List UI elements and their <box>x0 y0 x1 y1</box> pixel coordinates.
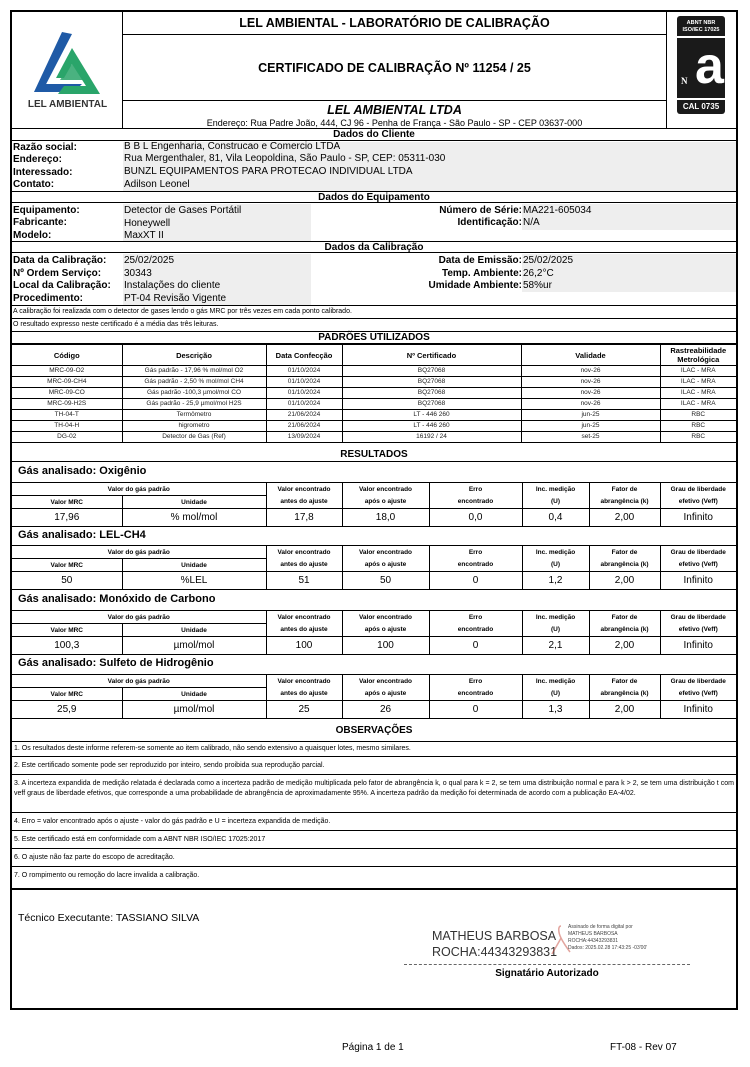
calibration-value: 25/02/2025 <box>124 255 175 266</box>
column-header: Rastreabilidade Metrológica <box>660 345 736 366</box>
cell-coverage-factor: 2,00 <box>589 637 660 655</box>
cell-traceability: ILAC - MRA <box>660 377 736 388</box>
client-label: Razão social: <box>13 142 77 153</box>
header-veff-sub: efetivo (Veff) <box>660 624 736 637</box>
cell-traceability: RBC <box>660 410 736 421</box>
lab-title: LEL AMBIENTAL - LABORATÓRIO DE CALIBRAÇÃO <box>123 12 666 35</box>
cell-description: Termômetro <box>122 410 266 421</box>
section-results-title: RESULTADOS <box>12 448 736 462</box>
cell-validity: jun-25 <box>521 410 660 421</box>
observation-item: 2. Este certificado somente pode ser reproduzido por inteiro, sendo proibida sua reprodução parcial. <box>12 757 736 775</box>
header-veff: Grau de liberdade <box>660 483 736 496</box>
logo-cell <box>12 12 123 129</box>
header-veff-sub: efetivo (Veff) <box>660 496 736 509</box>
header-error-sub: encontrado <box>429 688 522 701</box>
cell-code: MRC-09-O2 <box>12 366 122 377</box>
technician: Técnico Executante: TASSIANO SILVA <box>18 912 200 924</box>
header-coverage-factor: Fator de <box>589 611 660 624</box>
cell-description: Gás padrão - 17,96 % mol/mol O2 <box>122 366 266 377</box>
header-coverage-factor: Fator de <box>589 483 660 496</box>
certificate-page <box>10 10 738 1010</box>
signature-line <box>404 964 690 965</box>
cell-date: 01/10/2024 <box>266 366 342 377</box>
header-uncertainty: Inc. medição <box>522 546 589 559</box>
company-name: LEL AMBIENTAL LTDA <box>327 103 462 117</box>
badge-standard-line1: ABNT NBR <box>686 20 716 26</box>
cell-validity: set-25 <box>521 432 660 443</box>
header-after: Valor encontrado <box>342 675 429 688</box>
header-before: Valor encontrado <box>266 546 342 559</box>
column-header: Data Confecção <box>266 345 342 366</box>
observation-item: 7. O rompimento ou remoção do lacre invalida a calibração. <box>14 872 200 879</box>
cell-coverage-factor: 2,00 <box>589 701 660 719</box>
header-error-sub: encontrado <box>429 624 522 637</box>
company-address: Endereço: Rua Padre João, 444, CJ 96 - Penha de França - São Paulo - SP - CEP 03637-000 <box>206 118 583 128</box>
digital-signature-line: Dados: 2025.02.28 17:43:25 -03'00' <box>568 945 648 951</box>
cell-traceability: ILAC - MRA <box>660 399 736 410</box>
cell-veff: Infinito <box>660 509 736 527</box>
standards-header-row <box>12 345 736 366</box>
cell-coverage-factor: 2,00 <box>589 509 660 527</box>
cell-code: MRC-09-CO <box>12 388 122 399</box>
cell-before: 17,8 <box>266 509 342 527</box>
client-label: Interessado: <box>13 167 73 178</box>
header-error-sub: encontrado <box>429 559 522 572</box>
observation-item: 6. O ajuste não faz parte do escopo de acreditação. <box>12 849 736 867</box>
calibration-label: Temp. Ambiente: <box>441 268 522 279</box>
lel-ambiental-logo-icon <box>12 12 123 102</box>
table-row <box>12 410 736 421</box>
header-coverage-factor-sub: abrangência (k) <box>589 688 660 701</box>
cell-unit: µmol/mol <box>122 637 266 655</box>
cell-after: 26 <box>342 701 429 719</box>
observations-list <box>12 743 736 889</box>
header-unit: Unidade <box>122 688 266 701</box>
cell-uncertainty: 1,3 <box>522 701 589 719</box>
cell-description: Gás padrão - 2,50 % mol/mol CH4 <box>122 377 266 388</box>
header-coverage-factor: Fator de <box>589 546 660 559</box>
gas-title: Gás analisado: Monóxido de Carbono <box>18 593 216 605</box>
equipment-value: MaxXT II <box>124 230 164 241</box>
equipment-value: Detector de Gases Portátil <box>124 205 242 216</box>
gas-title: Gás analisado: Sulfeto de Hidrogênio <box>18 657 214 669</box>
cell-description: Detector de Gas (Ref) <box>122 432 266 443</box>
cell-certificate: 16192 / 24 <box>342 432 521 443</box>
cell-before: 25 <box>266 701 342 719</box>
table-row <box>12 399 736 410</box>
results-row <box>12 637 736 655</box>
cell-error: 0 <box>429 637 522 655</box>
calibration-label: Data da Calibração: <box>13 255 107 266</box>
client-label: Endereço: <box>13 154 62 165</box>
header-uncertainty-sub: (U) <box>522 624 589 637</box>
certificate-header <box>12 12 736 129</box>
section-calibration-title: Dados da Calibração <box>12 241 736 253</box>
cell-uncertainty: 0,4 <box>522 509 589 527</box>
header-after: Valor encontrado <box>342 483 429 496</box>
cell-certificate: LT - 446 260 <box>342 421 521 432</box>
table-row <box>12 366 736 377</box>
cell-coverage-factor: 2,00 <box>589 572 660 590</box>
header-coverage-factor-sub: abrangência (k) <box>589 496 660 509</box>
calibration-value: Instalações do cliente <box>124 280 221 291</box>
cell-validity: nov-26 <box>521 388 660 399</box>
column-header: Código <box>12 345 122 366</box>
badge-letter: a <box>695 37 724 95</box>
equipment-value: MA221-605034 <box>523 205 592 216</box>
cell-error: 0 <box>429 701 522 719</box>
cell-after: 100 <box>342 637 429 655</box>
cell-mrc: 17,96 <box>12 509 122 527</box>
calibration-value: 30343 <box>124 268 152 279</box>
cell-error: 0 <box>429 572 522 590</box>
header-after: Valor encontrado <box>342 546 429 559</box>
cell-date: 01/10/2024 <box>266 388 342 399</box>
form-revision: FT-08 - Rev 07 <box>610 1042 677 1053</box>
header-mrc: Valor MRC <box>12 624 122 637</box>
cell-validity: nov-26 <box>521 377 660 388</box>
client-value: BUNZL EQUIPAMENTOS PARA PROTECAO INDIVIDUAL LTDA <box>124 166 413 177</box>
signer-name <box>432 928 557 960</box>
calibration-note: O resultado expresso neste certificado é a média das três leituras. <box>12 319 736 332</box>
cell-certificate: BQ27068 <box>342 377 521 388</box>
header-unit: Unidade <box>122 559 266 572</box>
accreditation-badge-icon <box>677 16 725 114</box>
results-table-carbon-monoxide <box>12 610 736 655</box>
signer-name-line2: ROCHA:44343293831 <box>432 945 558 959</box>
table-row <box>12 377 736 388</box>
header-uncertainty: Inc. medição <box>522 611 589 624</box>
section-standards-title: PADRÕES UTILIZADOS <box>12 332 736 344</box>
section-equipment-title: Dados do Equipamento <box>12 191 736 203</box>
client-value: B B L Engenharia, Construcao e Comercio LTDA <box>124 141 341 152</box>
cell-traceability: RBC <box>660 421 736 432</box>
digital-signature-info <box>568 924 647 952</box>
calibration-value: PT-04 Revisão Vigente <box>124 293 227 304</box>
cell-certificate: LT - 446 260 <box>342 410 521 421</box>
header-before: Valor encontrado <box>266 611 342 624</box>
cell-validity: jun-25 <box>521 421 660 432</box>
header-coverage-factor-sub: abrangência (k) <box>589 559 660 572</box>
header-veff-sub: efetivo (Veff) <box>660 559 736 572</box>
header-after-sub: após o ajuste <box>342 624 429 637</box>
cell-veff: Infinito <box>660 637 736 655</box>
cell-certificate: BQ27068 <box>342 399 521 410</box>
header-gas-standard: Valor do gás padrão <box>12 546 266 559</box>
results-table-oxygen <box>12 482 736 527</box>
cell-before: 51 <box>266 572 342 590</box>
header-uncertainty-sub: (U) <box>522 496 589 509</box>
header-gas-standard: Valor do gás padrão <box>12 675 266 688</box>
header-after-sub: após o ajuste <box>342 688 429 701</box>
header-unit: Unidade <box>122 496 266 509</box>
section-observations-title: OBSERVAÇÕES <box>12 718 736 742</box>
cell-error: 0,0 <box>429 509 522 527</box>
cell-unit: µmol/mol <box>122 701 266 719</box>
header-before-sub: antes do ajuste <box>266 496 342 509</box>
badge-code: CAL 0735 <box>677 98 725 114</box>
header-uncertainty-sub: (U) <box>522 559 589 572</box>
cell-traceability: ILAC - MRA <box>660 366 736 377</box>
calibration-label: Umidade Ambiente: <box>428 280 522 291</box>
cell-before: 100 <box>266 637 342 655</box>
cell-code: MRC-09-CH4 <box>12 377 122 388</box>
equipment-label: Número de Série: <box>439 205 522 216</box>
cell-veff: Infinito <box>660 701 736 719</box>
header-titles <box>123 12 667 129</box>
equipment-value: Honeywell <box>124 218 171 229</box>
header-gas-standard: Valor do gás padrão <box>12 483 266 496</box>
results-row <box>12 509 736 527</box>
header-veff-sub: efetivo (Veff) <box>660 688 736 701</box>
calibration-value: 58%ur <box>523 280 552 291</box>
header-after: Valor encontrado <box>342 611 429 624</box>
page-number: Página 1 de 1 <box>342 1042 404 1053</box>
equipment-label: Identificação: <box>457 217 522 228</box>
cell-mrc: 50 <box>12 572 122 590</box>
cell-code: TH-04-H <box>12 421 122 432</box>
signature-area <box>12 889 736 1010</box>
header-before: Valor encontrado <box>266 675 342 688</box>
results-row <box>12 701 736 719</box>
digital-signature-line: ROCHA:44343293831 <box>568 938 619 944</box>
cell-traceability: ILAC - MRA <box>660 388 736 399</box>
cell-certificate: BQ27068 <box>342 366 521 377</box>
client-value: Adilson Leonel <box>124 179 190 190</box>
badge-mark: N <box>681 76 688 86</box>
cell-uncertainty: 1,2 <box>522 572 589 590</box>
client-label: Contato: <box>13 179 55 190</box>
calibration-value: 25/02/2025 <box>523 255 574 266</box>
column-header: Nº Certificado <box>342 345 521 366</box>
header-veff: Grau de liberdade <box>660 546 736 559</box>
cell-unit: %LEL <box>122 572 266 590</box>
cell-description: Gás padrão - 25,9 µmol/mol H2S <box>122 399 266 410</box>
header-error: Erro <box>429 675 522 688</box>
column-header: Descrição <box>122 345 266 366</box>
calibration-note: A calibração foi realizada com o detector de gases lendo o gás MRC por três vezes em cada ponto calibrado. <box>12 305 736 319</box>
cell-traceability: RBC <box>660 432 736 443</box>
cell-date: 13/09/2024 <box>266 432 342 443</box>
header-mrc: Valor MRC <box>12 688 122 701</box>
header-before-sub: antes do ajuste <box>266 688 342 701</box>
calibration-label: Nº Ordem Serviço: <box>13 268 102 279</box>
gas-title: Gás analisado: LEL-CH4 <box>18 529 146 541</box>
table-row <box>12 432 736 443</box>
header-error-sub: encontrado <box>429 496 522 509</box>
header-error: Erro <box>429 611 522 624</box>
header-unit: Unidade <box>122 624 266 637</box>
cell-validity: nov-26 <box>521 399 660 410</box>
signatory-role: Signatário Autorizado <box>495 968 599 979</box>
equipment-label: Equipamento: <box>13 205 80 216</box>
table-row <box>12 388 736 399</box>
header-uncertainty-sub: (U) <box>522 688 589 701</box>
observation-item: 3. A incerteza expandida de medição relatada é declarada como a incerteza padrão de medição multiplicada pelo fator de abrangência k, o qual para k = 2, se tem uma distribuição normal e para k > 2, se tem uma distribuição t com veff graus de liberdade efetivos, que corresponde a uma probabilidade de abrangência de aproximadamente 95%. A incerteza padrão da medição foi determinada de acordo com a publicação EA-4/02. <box>12 775 736 813</box>
cell-validity: nov-26 <box>521 366 660 377</box>
digital-signature-line: Assinado de forma digital por <box>568 924 633 930</box>
header-gas-standard: Valor do gás padrão <box>12 611 266 624</box>
cell-date: 21/06/2024 <box>266 410 342 421</box>
client-value: Rua Mergenthaler, 81, Vila Leopoldina, São Paulo - SP, CEP: 05311-030 <box>124 153 446 164</box>
signer-name-line1: MATHEUS BARBOSA <box>432 929 557 943</box>
digital-signature-line: MATHEUS BARBOSA <box>568 931 618 937</box>
header-mrc: Valor MRC <box>12 496 122 509</box>
cell-date: 01/10/2024 <box>266 399 342 410</box>
observation-item: 1. Os resultados deste informe referem-se somente ao item calibrado, não sendo extensivo a quaisquer lotes, mesmo similares. <box>12 743 736 757</box>
cell-code: TH-04-T <box>12 410 122 421</box>
badge-standard-line2: ISO/IEC 17025 <box>682 27 720 33</box>
header-error: Erro <box>429 546 522 559</box>
header-mrc: Valor MRC <box>12 559 122 572</box>
header-after-sub: após o ajuste <box>342 559 429 572</box>
header-veff: Grau de liberdade <box>660 611 736 624</box>
logo-text: LEL AMBIENTAL <box>27 99 108 110</box>
cell-unit: % mol/mol <box>122 509 266 527</box>
header-error: Erro <box>429 483 522 496</box>
cell-code: MRC-09-H2S <box>12 399 122 410</box>
section-client-title: Dados do Cliente <box>12 129 736 141</box>
observation-item: 5. Este certificado está em conformidade com a ABNT NBR ISO/IEC 17025:2017 <box>12 831 736 849</box>
results-table-hydrogen-sulfide <box>12 674 736 719</box>
header-before-sub: antes do ajuste <box>266 624 342 637</box>
certificate-title: CERTIFICADO DE CALIBRAÇÃO Nº 11254 / 25 <box>123 35 666 101</box>
header-uncertainty: Inc. medição <box>522 483 589 496</box>
calibration-value: 26,2°C <box>523 268 554 279</box>
results-row <box>12 572 736 590</box>
equipment-value: N/A <box>523 217 540 228</box>
header-before: Valor encontrado <box>266 483 342 496</box>
calibration-label: Local da Calibração: <box>13 280 111 291</box>
accreditation-badge-cell <box>667 12 736 129</box>
equipment-label: Fabricante: <box>13 217 67 228</box>
header-veff: Grau de liberdade <box>660 675 736 688</box>
cell-uncertainty: 2,1 <box>522 637 589 655</box>
calibration-label: Procedimento: <box>13 293 84 304</box>
cell-mrc: 25,9 <box>12 701 122 719</box>
header-coverage-factor: Fator de <box>589 675 660 688</box>
cell-mrc: 100,3 <box>12 637 122 655</box>
header-coverage-factor-sub: abrangência (k) <box>589 624 660 637</box>
cell-description: Gás padrão -100,3 µmol/mol CO <box>122 388 266 399</box>
results-table-lel-ch4 <box>12 545 736 590</box>
gas-title: Gás analisado: Oxigênio <box>18 465 147 477</box>
standards-table <box>12 344 736 443</box>
equipment-label: Modelo: <box>13 230 52 241</box>
table-row <box>12 421 736 432</box>
header-after-sub: após o ajuste <box>342 496 429 509</box>
header-before-sub: antes do ajuste <box>266 559 342 572</box>
cell-after: 50 <box>342 572 429 590</box>
observation-item: 4. Erro = valor encontrado após o ajuste - valor do gás padrão e U = incerteza expandida de medição. <box>12 813 736 831</box>
calibration-label: Data de Emissão: <box>438 255 522 266</box>
header-uncertainty: Inc. medição <box>522 675 589 688</box>
cell-code: DG-02 <box>12 432 122 443</box>
cell-veff: Infinito <box>660 572 736 590</box>
column-header: Validade <box>521 345 660 366</box>
cell-date: 01/10/2024 <box>266 377 342 388</box>
cell-date: 21/06/2024 <box>266 421 342 432</box>
cell-after: 18,0 <box>342 509 429 527</box>
cell-certificate: BQ27068 <box>342 388 521 399</box>
cell-description: higrometro <box>122 421 266 432</box>
